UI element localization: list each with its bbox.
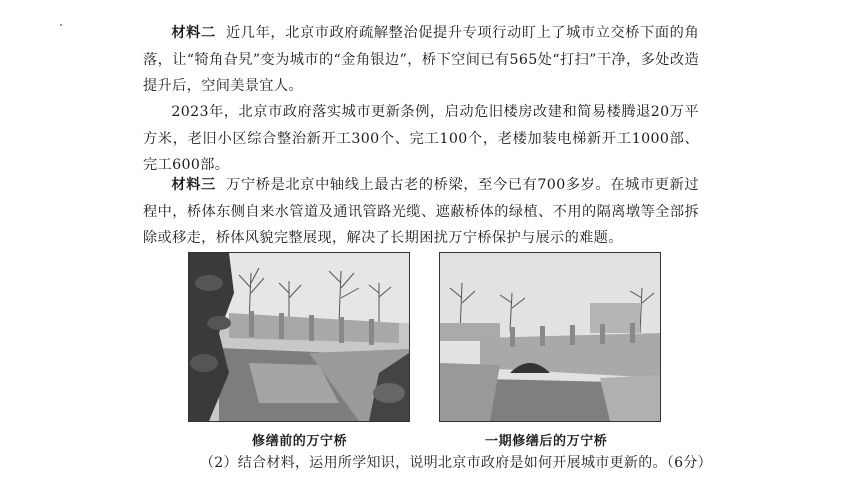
material2-text-1: 近几年，北京市政府疏解整治促提升专项行动盯上了城市立交桥下面的角落，让“犄角旮旯”变为城市的“金角银边”，桥下空间已有565处“打扫”干净，多处改造提升后，空间美景宜人。 bbox=[143, 25, 699, 94]
material3-paragraph bbox=[143, 172, 699, 252]
photo-caption-before: 修缮前的万宁桥 bbox=[252, 434, 348, 449]
material2-label: 材料二 bbox=[171, 25, 216, 41]
material2-text-2: 2023年，北京市政府落实城市更新条例，启动危旧楼房改建和简易楼腾退20万平方米，老旧小区综合整治新开工300个、完工100个，老楼加装电梯新开工1000部、完工600部。 bbox=[143, 104, 699, 173]
material2-paragraph-2 bbox=[143, 99, 699, 179]
photo-bridge-after bbox=[439, 252, 661, 422]
photo-caption-after: 一期修缮后的万宁桥 bbox=[485, 434, 608, 449]
photo-bridge-before bbox=[188, 252, 410, 422]
material2-paragraph-1 bbox=[143, 20, 699, 100]
material3-label: 材料三 bbox=[171, 177, 216, 193]
question-text: （2）结合材料，运用所学知识，说明北京市政府是如何开展城市更新的。（6分） bbox=[200, 455, 712, 471]
material3-text: 万宁桥是北京中轴线上最古老的桥梁，至今已有700多岁。在城市更新过程中，桥体东侧自来水管道及通讯管路光缆、遮蔽桥体的绿植、不用的隔离墩等全部拆除或移走，桥体风貌完整展现，解决了长期困扰万宁桥保护与展示的难题。 bbox=[143, 177, 699, 246]
stray-dot bbox=[60, 24, 62, 26]
